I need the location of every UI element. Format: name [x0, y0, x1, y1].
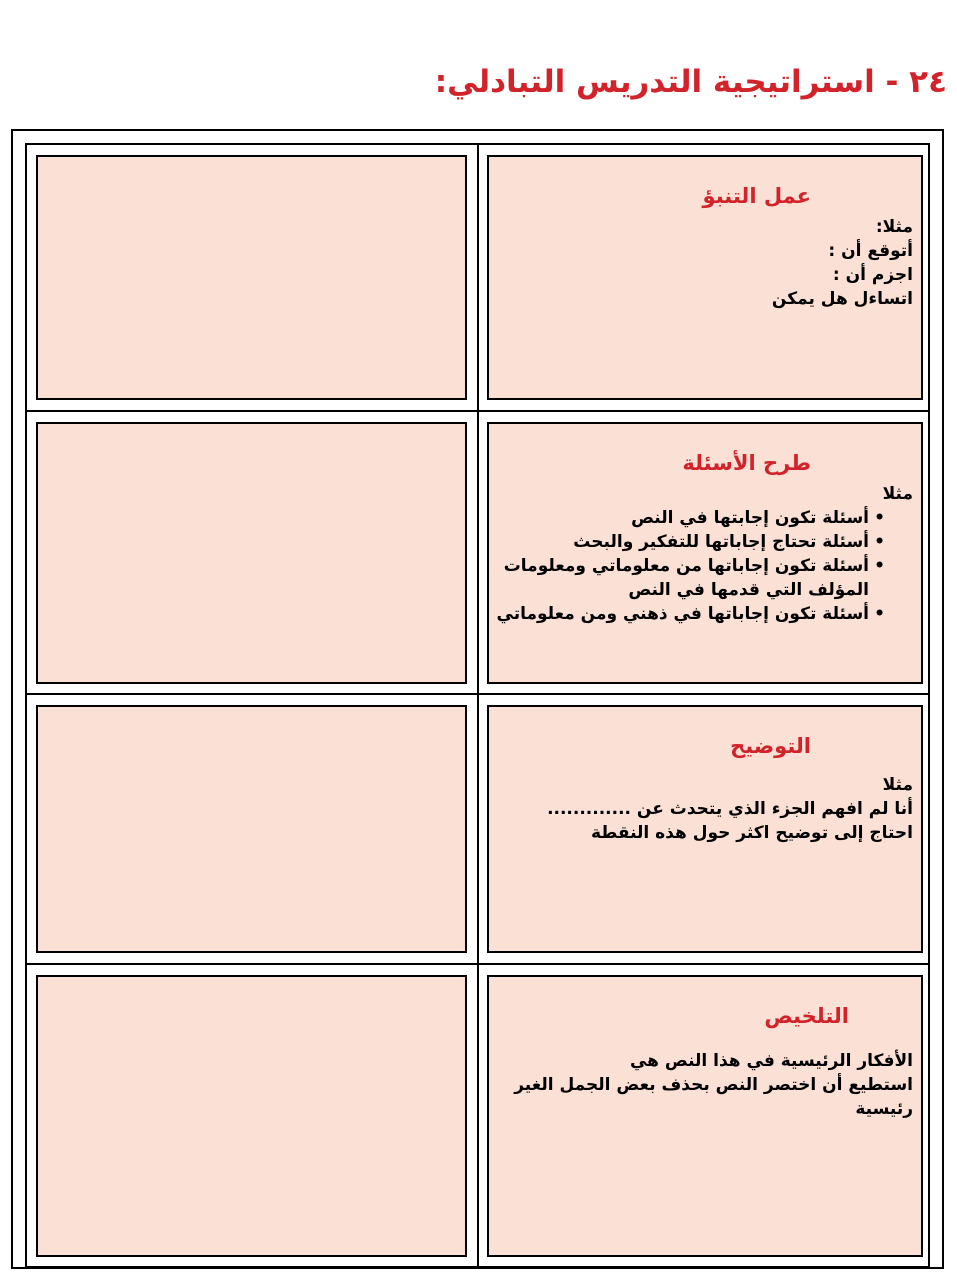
- empty-answer-box[interactable]: [36, 422, 467, 684]
- questions-title: طرح الأسئلة: [682, 451, 811, 475]
- summary-line: رئيسية: [855, 1099, 913, 1119]
- clarification-title: التوضيح: [730, 734, 811, 758]
- empty-answer-box[interactable]: [36, 705, 467, 953]
- empty-answer-box[interactable]: [36, 155, 467, 400]
- list-item: • أسئلة تكون إجاباتها في ذهني ومن معلوماتي: [496, 604, 885, 624]
- prediction-line: اتساءل هل يمكن: [771, 289, 913, 309]
- questions-list: [497, 506, 913, 626]
- clarification-cell: [487, 705, 923, 953]
- row-divider: [27, 693, 928, 695]
- prediction-line: أتوقع أن :: [828, 241, 913, 261]
- prediction-title: عمل التنبؤ: [702, 184, 811, 208]
- list-item: • أسئلة تكون إجاباتها من معلوماتي ومعلومات المؤلف التي قدمها في النص: [503, 556, 885, 600]
- summary-line: استطيع أن اختصر النص بحذف بعض الجمل الغير: [514, 1075, 913, 1095]
- clarification-line: أنا لم افهم الجزء الذي يتحدث عن .............: [547, 799, 913, 819]
- summary-cell: [487, 975, 923, 1257]
- list-item: • أسئلة تحتاج إجاباتها للتفكير والبحث: [573, 532, 885, 552]
- empty-answer-box[interactable]: [36, 975, 467, 1257]
- strategy-table-frame: [11, 129, 944, 1269]
- summary-title: التلخيص: [764, 1004, 849, 1028]
- row-divider: [27, 410, 928, 412]
- column-divider: [477, 145, 479, 1266]
- questions-cell: [487, 422, 923, 684]
- strategy-table: [25, 143, 930, 1268]
- clarification-line: احتاج إلى توضيح اكثر حول هذه النقطة: [590, 823, 913, 843]
- clarification-line: مثلا: [882, 775, 913, 795]
- questions-intro: مثلا: [882, 484, 913, 504]
- page-heading: ٢٤ - استراتيجية التدريس التبادلي:: [434, 64, 947, 100]
- prediction-cell: [487, 155, 923, 400]
- summary-line: الأفكار الرئيسية في هذا النص هي: [629, 1051, 913, 1071]
- list-item: • أسئلة تكون إجابتها في النص: [631, 508, 885, 528]
- prediction-line: مثلا:: [875, 217, 913, 237]
- prediction-line: اجزم أن :: [832, 265, 913, 285]
- row-divider: [27, 963, 928, 965]
